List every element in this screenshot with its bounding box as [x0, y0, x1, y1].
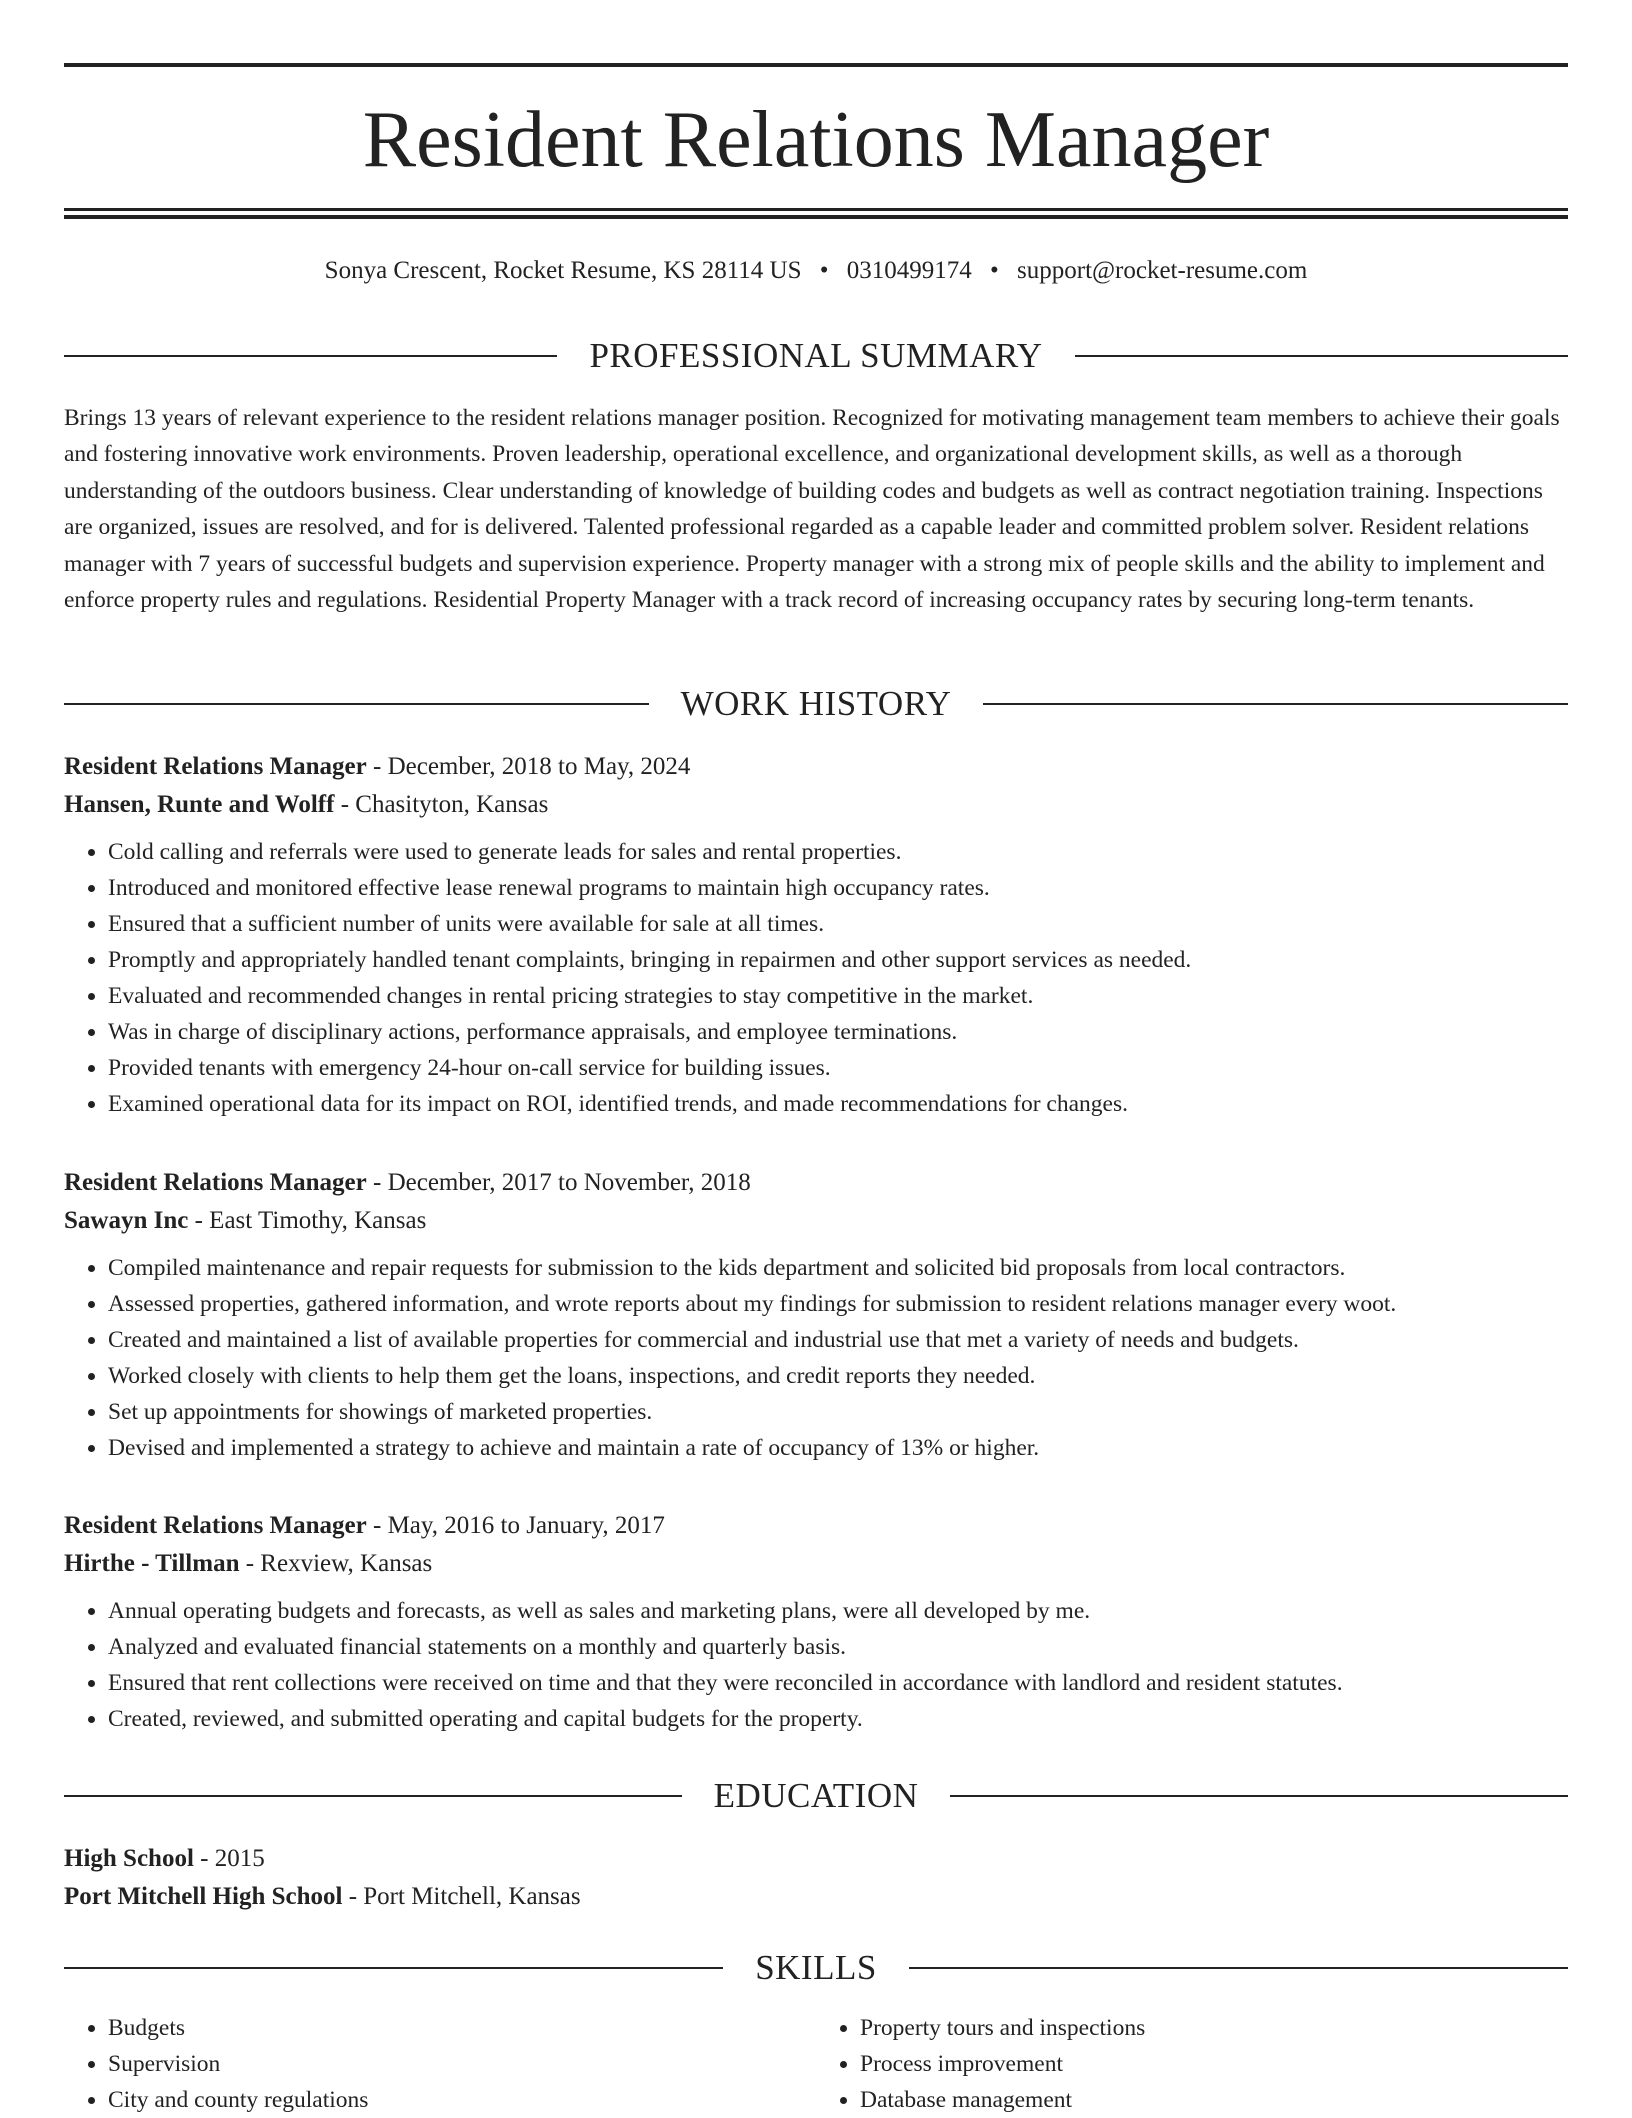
- job-company-line: [64, 1545, 1568, 1583]
- skill-item: • Process improvement: [860, 2046, 1568, 2082]
- education-degree-line: [64, 1840, 1568, 1878]
- heading-rule: [909, 1967, 1568, 1969]
- section-title: PROFESSIONAL SUMMARY: [589, 336, 1043, 375]
- section-title: EDUCATION: [713, 1776, 919, 1815]
- job-bullets: [64, 834, 1568, 1122]
- education-school-line: [64, 1878, 1568, 1916]
- job-bullet: • Provided tenants with emergency 24-hour on-call service for building issues.: [108, 1050, 1568, 1086]
- contact-line: [64, 255, 1568, 287]
- job-bullet: • Set up appointments for showings of marketed properties.: [108, 1394, 1568, 1430]
- education-school: Port Mitchell High School: [64, 1883, 343, 1910]
- job-bullet: • Introduced and monitored effective lease renewal programs to maintain high occupancy rates.: [108, 870, 1568, 906]
- job-bullet: • Evaluated and recommended changes in rental pricing strategies to stay competitive in the market.: [108, 978, 1568, 1014]
- contact-phone: 0310499174: [846, 257, 972, 284]
- job-bullet: • Ensured that rent collections were received on time and that they were reconciled in accordance with landlord and resident statutes.: [108, 1665, 1568, 1701]
- skill-item: • City and county regulations: [108, 2082, 816, 2118]
- skill-item: • Database management: [860, 2082, 1568, 2118]
- job-title: Resident Relations Manager: [64, 1169, 367, 1196]
- summary-text: Brings 13 years of relevant experience to the resident relations manager position. Recognized for motivating management team members to achieve their goals and fostering innovative work environments. Proven leadership, operational excellence, and organizational development skills, as well as a thorough understanding of the outdoors business. Clear understanding of knowledge of building codes and budgets as well as contract negotiation training. Inspections are organized, issues are resolved, and for is delivered. Talented professional regarded as a capable leader and committed problem solver. Resident relations manager with 7 years of successful budgets and supervision experience. Property manager with a strong mix of people skills and the ability to implement and enforce property rules and regulations. Residential Property Manager with a track record of increasing occupancy rates by securing long-term tenants.: [64, 405, 1560, 614]
- heading-rule: [950, 1795, 1568, 1797]
- title-rule-lower: [64, 215, 1568, 219]
- job-entry: [64, 1507, 1568, 1737]
- job-bullet: • Compiled maintenance and repair requests for submission to the kids department and solicited bid proposals from local contractors.: [108, 1250, 1568, 1286]
- heading-rule: [64, 355, 557, 357]
- job-company: Hansen, Runte and Wolff: [64, 791, 335, 818]
- heading-rule: [64, 703, 649, 705]
- job-location: - Rexview, Kansas: [239, 1550, 433, 1577]
- contact-email: support@rocket-resume.com: [1017, 257, 1308, 284]
- job-bullet: • Examined operational data for its impact on ROI, identified trends, and made recommendations for changes.: [108, 1086, 1568, 1122]
- section-heading-skills: [64, 1946, 1568, 1990]
- job-bullet: • Was in charge of disciplinary actions, performance appraisals, and employee terminations.: [108, 1014, 1568, 1050]
- job-entry: [64, 748, 1568, 1122]
- section-heading-summary: [64, 334, 1568, 378]
- skills-list: [64, 2010, 1568, 2118]
- education-entry: [64, 1840, 1568, 1916]
- job-entry: [64, 1164, 1568, 1466]
- section-title: WORK HISTORY: [680, 684, 952, 723]
- section-heading-work-history: [64, 682, 1568, 726]
- job-bullet: • Ensured that a sufficient number of units were available for sale at all times.: [108, 906, 1568, 942]
- job-bullets: [64, 1593, 1568, 1737]
- job-bullet: • Worked closely with clients to help them get the loans, inspections, and credit reports they needed.: [108, 1358, 1568, 1394]
- job-bullet: • Created and maintained a list of available properties for commercial and industrial use that met a variety of needs and budgets.: [108, 1322, 1568, 1358]
- job-title-line: [64, 748, 1568, 786]
- job-bullets: [64, 1250, 1568, 1466]
- heading-rule: [983, 703, 1568, 705]
- job-bullet: • Analyzed and evaluated financial statements on a monthly and quarterly basis.: [108, 1629, 1568, 1665]
- contact-address: Sonya Crescent, Rocket Resume, KS 28114 US: [324, 257, 802, 284]
- contact-separator: •: [819, 257, 829, 284]
- skills-column-left: [64, 2010, 816, 2118]
- job-bullet: • Devised and implemented a strategy to achieve and maintain a rate of occupancy of 13% or higher.: [108, 1430, 1568, 1466]
- top-rule: [64, 63, 1568, 67]
- heading-rule: [1075, 355, 1568, 357]
- education-year: - 2015: [193, 1845, 265, 1872]
- job-bullet: • Annual operating budgets and forecasts, as well as sales and marketing plans, were all developed by me.: [108, 1593, 1568, 1629]
- skill-item: • Supervision: [108, 2046, 816, 2082]
- skills-column-right: [816, 2010, 1568, 2118]
- resume-title: Resident Relations Manager: [362, 96, 1270, 184]
- job-title-line: [64, 1164, 1568, 1202]
- job-location: - Chasityton, Kansas: [334, 791, 549, 818]
- skill-item: • Budgets: [108, 2010, 816, 2046]
- heading-rule: [64, 1795, 682, 1797]
- heading-rule: [64, 1967, 723, 1969]
- job-company: Hirthe - Tillman: [64, 1550, 240, 1577]
- job-dates: - December, 2018 to May, 2024: [366, 753, 691, 780]
- job-title: Resident Relations Manager: [64, 753, 367, 780]
- section-heading-education: [64, 1774, 1568, 1818]
- section-title: SKILLS: [755, 1948, 877, 1987]
- education-degree: High School: [64, 1845, 194, 1872]
- job-bullet: • Cold calling and referrals were used to generate leads for sales and rental properties.: [108, 834, 1568, 870]
- job-title-line: [64, 1507, 1568, 1545]
- job-dates: - May, 2016 to January, 2017: [366, 1512, 665, 1539]
- skill-item: • Property tours and inspections: [860, 2010, 1568, 2046]
- job-bullet: • Assessed properties, gathered information, and wrote reports about my findings for submission to resident relations manager every woot.: [108, 1286, 1568, 1322]
- job-title: Resident Relations Manager: [64, 1512, 367, 1539]
- job-company-line: [64, 1202, 1568, 1240]
- education-location: - Port Mitchell, Kansas: [342, 1883, 581, 1910]
- job-bullet: • Promptly and appropriately handled tenant complaints, bringing in repairmen and other support services as needed.: [108, 942, 1568, 978]
- job-dates: - December, 2017 to November, 2018: [366, 1169, 751, 1196]
- contact-separator: •: [990, 257, 999, 284]
- title-rule-upper: [64, 208, 1568, 211]
- job-bullet: • Created, reviewed, and submitted operating and capital budgets for the property.: [108, 1701, 1568, 1737]
- job-company: Sawayn Inc: [64, 1207, 189, 1234]
- job-company-line: [64, 786, 1568, 824]
- job-location: - East Timothy, Kansas: [188, 1207, 427, 1234]
